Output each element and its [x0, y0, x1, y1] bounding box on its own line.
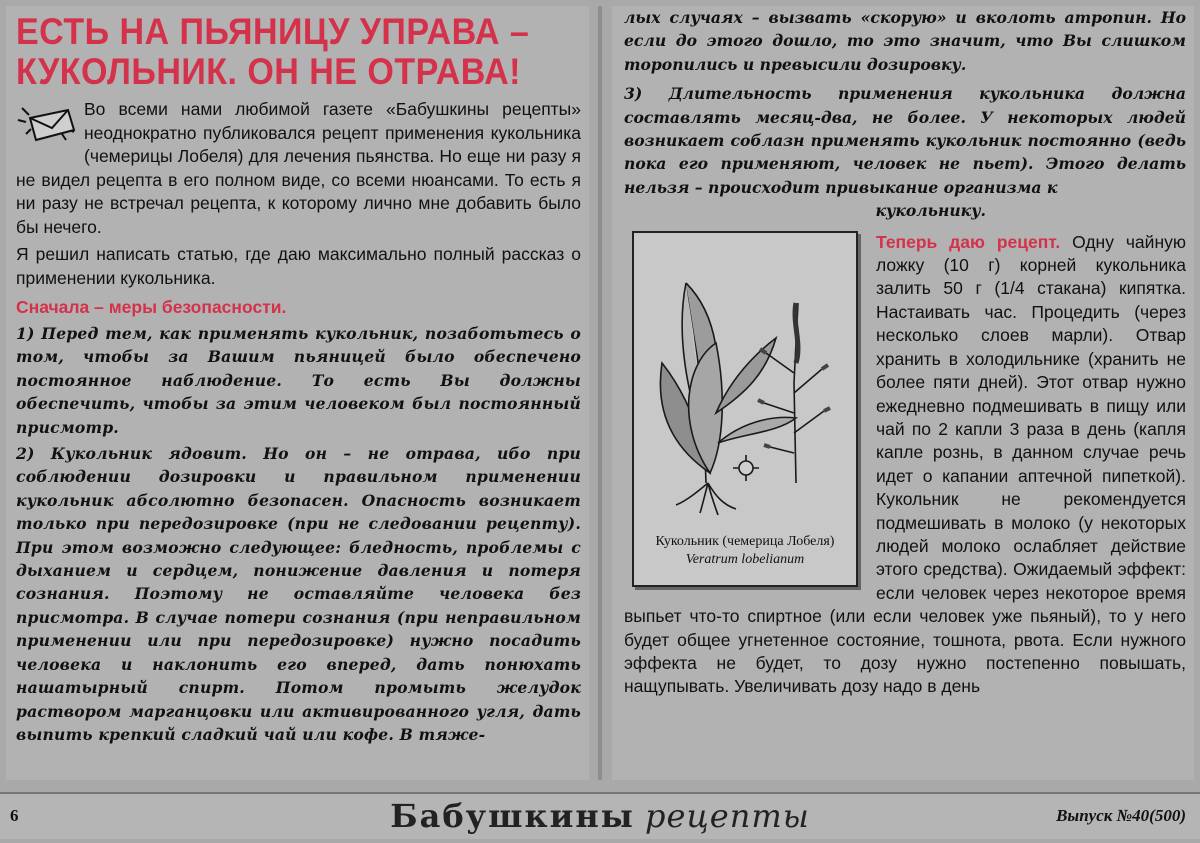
right-column [612, 6, 1194, 780]
veratrum-drawing [646, 243, 842, 523]
recipe-text: Одну чайную ложку (10 г) корней кукольника залить 50 г (1/4 стакана) кипятка. Настаивать час. Процедить (через несколько слоев марли). Отвар хранить в холодильнике (хранить не более пяти дней). Этот отвар нужно ежедневно подмешивать в пищу или чай по 2 капли 3 раза в день (капля капле рознь, в данном случае речь идет о капании аптечной пипеткой). Кукольник не рекомендуется подмешивать в молоко (у некоторых людей молоко ослабляет действие этого средства). Ожидаемый эффект: если человек через некоторое время выпьет что-то спиртное (или если человек уже пьяный), то у него будет общее угнетенное состояние, тошнота, рвота. Если нужного эффекта не будет, то дозу нужно постепенно повышать, нащупывать. Увеличивать дозу надо в день [624, 231, 1186, 697]
lead-paragraph [16, 98, 581, 239]
brand-italic: рецепты [645, 797, 810, 835]
safety-item-2-continued: лых случаях – вызвать «скорую» и вколоть атропин. Но если до этого дошло, то это значит, что Вы слишком торопились и превысили дозировку. [624, 8, 1186, 74]
envelope-icon [16, 102, 78, 146]
headline-line-2: КУКОЛЬНИК. ОН НЕ ОТРАВА! [16, 51, 521, 92]
lead-text: Во всеми нами любимой газете «Бабушкины рецепты» неоднократно публиковался рецепт применения кукольника (чемерицы Лобеля) для лечения пьянства. Но еще ни разу я не видел рецепта в его полном виде, со всеми нюансами. То есть я ни разу не встречал рецепта, к которому лично мне добавить было бы нечего. [16, 99, 581, 237]
safety-item-2: 2) Кукольник ядовит. Но он – не отрава, ибо при соблюдении дозировки и правильном применении кукольник абсолютно безопасен. Опасность возникает только при передозировке (при не следовании рецепту). При этом возможно следующее: бледность, проблемы с дыханием и сердцем, понижение давления и потеря сознания. Поэтому не оставляйте человека без присмотра. В случае потери сознания (при неправильном применении или при передозировке) нужно посадить человека и наклонить его вперед, дать понюхать нашатырный спирт. Потом промыть желудок раствором марганцовки или активированного угля, дать выпить крепкий сладкий чай или кофе. В тяже- [16, 444, 581, 744]
page-footer [0, 792, 1200, 839]
plant-illustration [632, 231, 858, 587]
safety-item-3-end: кукольнику. [875, 201, 986, 221]
page-number: 6 [10, 806, 19, 825]
issue-number: Выпуск №40(500) [1056, 806, 1186, 825]
column-divider [598, 6, 602, 780]
safety-heading: Сначала – меры безопасности. [16, 297, 287, 317]
safety-item-1: 1) Перед тем, как применять кукольник, позаботьтесь о том, чтобы за Вашим пьяницей было обеспечено постоянное наблюдение. То есть Вы должны обеспечить, чтобы за этим человеком был постоянный присмотр. [16, 324, 581, 437]
recipe-heading: Теперь даю рецепт. [876, 231, 1061, 252]
caption-russian: Кукольник (чемерица Лобеля) [655, 533, 835, 549]
headline-line-1: ЕСТЬ НА ПЬЯНИЦУ УПРАВА – [16, 11, 530, 52]
caption-latin: Veratrum lobelianum [685, 551, 805, 567]
intro-paragraph: Я решил написать статью, где даю максимально полный рассказ о применении кукольника. [16, 244, 581, 288]
headline [16, 12, 586, 92]
publication-title [0, 796, 1200, 836]
safety-item-3-text: 3) Длительность применения кукольника должна составлять месяц-два, не более. У некоторых людей возникает соблазн применять кукольник постоянно (ведь пока его применяют, человек не пьет). Этого делать нельзя – происходит привыкание организма к [624, 84, 1186, 197]
brand-bold: Бабушкины [390, 797, 635, 835]
left-column [6, 6, 589, 780]
safety-item-3 [624, 82, 1186, 222]
figure-caption [634, 533, 856, 569]
